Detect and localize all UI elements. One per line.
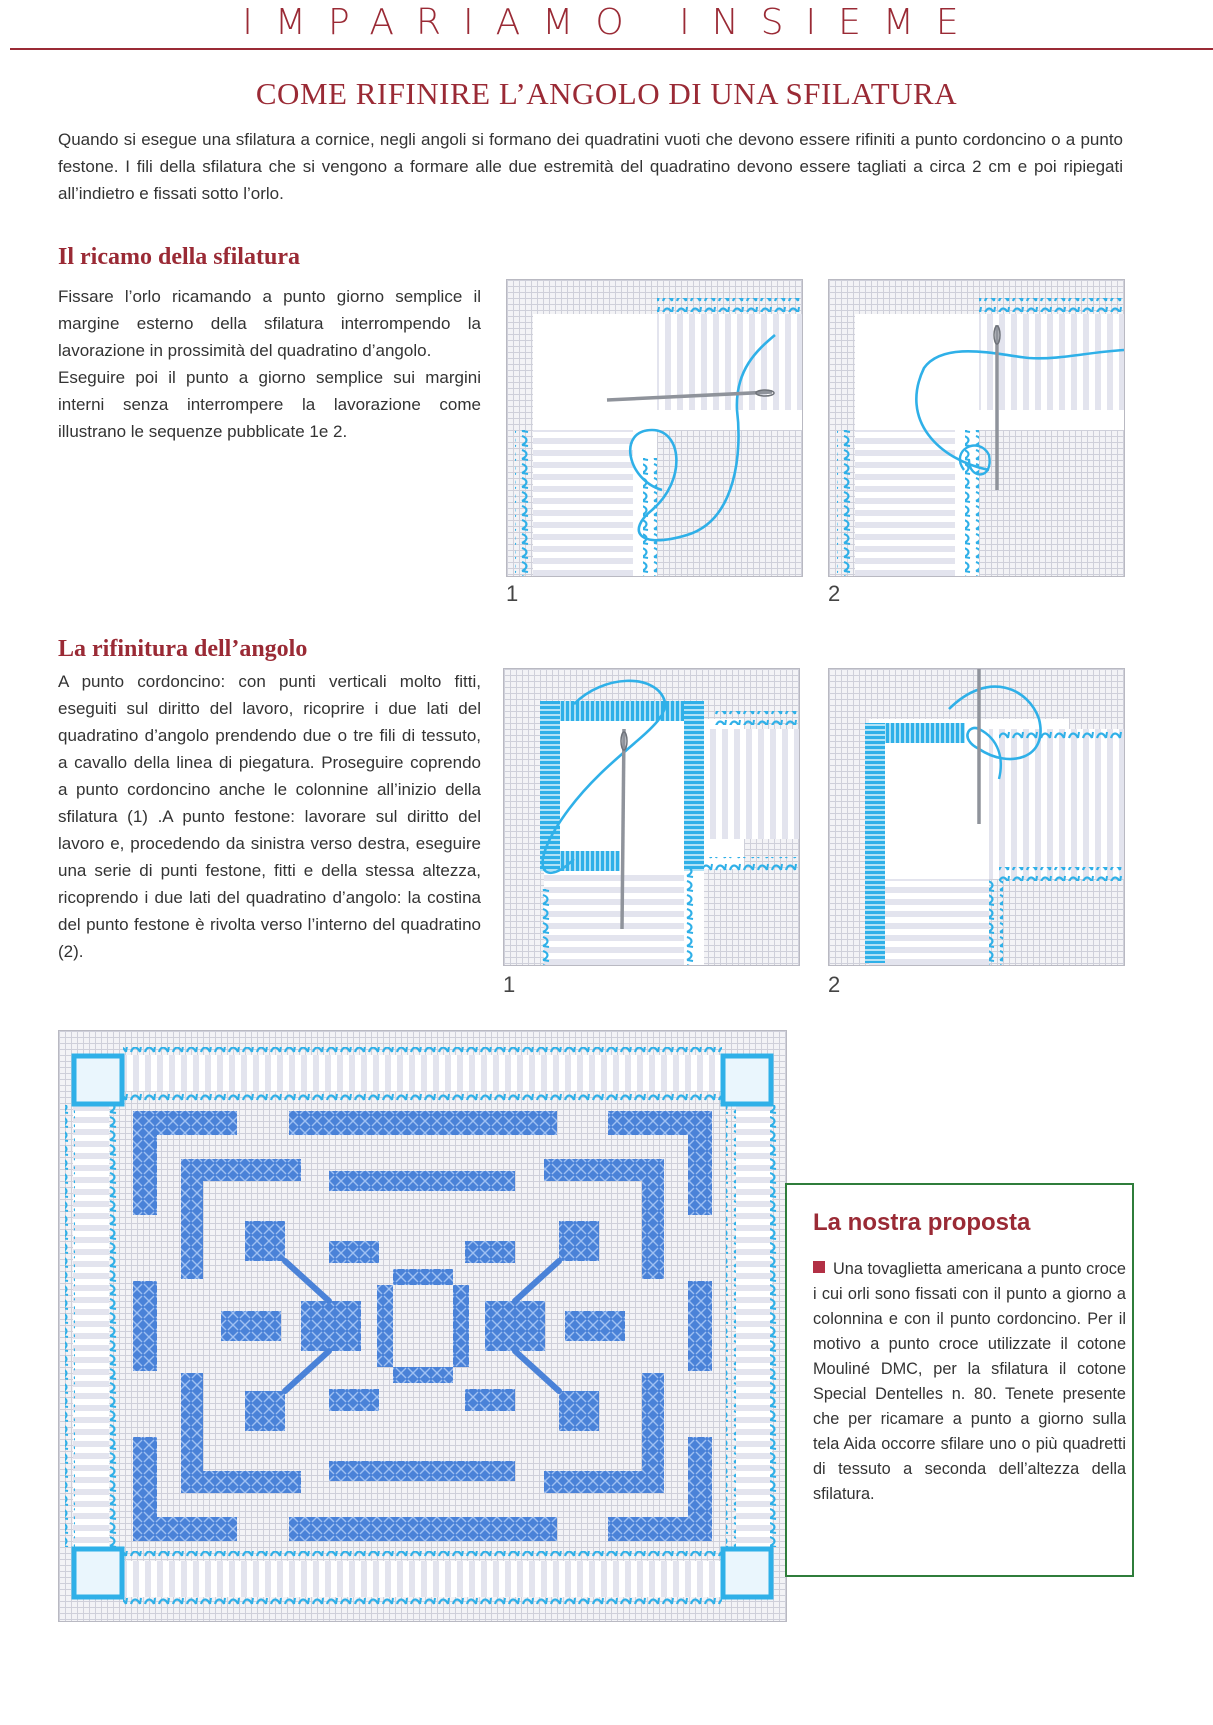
figure-label: 1 [506,581,519,606]
proposal-text [813,1257,1126,1507]
figure-hem-2 [828,279,1125,577]
page-title: COME RIFINIRE L’ANGOLO DI UNA SFILATURA [255,76,958,111]
intro-paragraph: Quando si esegue una sfilatura a cornice, negli angoli si formano dei quadratini vuoti che devono essere rifiniti a punto cordoncino o a punto festone. I fili della sfilatura che si vengono a formare alle due estremità del quadratino devono essere tagliati a circa 2 cm e poi ripiegati all’indietro e fissati sotto l’orlo. [58,130,1123,203]
proposal-title: La nostra proposta [813,1209,1031,1236]
section-title-embroidery: Il ricamo della sfilatura [58,244,300,270]
section-title-corner: La rifinitura dell’angolo [58,636,308,662]
proposal-body: Una tovaglietta americana a punto croce i cui orli sono fissati con il punto a giorno a colonnina e con il punto cordoncino. Per il motivo a punto croce utilizzate il cotone Mouliné DMC, per la sfilatura il cotone Special Dentelles n. 80. Tenete presente che per ricamare a punto a giorno sulla tela Aida occorre sfilare uno o più quadretti di tessuto a seconda dell’altezza della sfilatura. [813,1260,1126,1503]
figure-label: 2 [828,581,841,606]
section-text-corner: A punto cordoncino: con punti verticali molto fitti, eseguiti sul diritto del lavoro, ricoprire i due lati del quadratino d’angolo prendendo due o tre fili di tessuto, a cavallo della linea di piegatura. Proseguire coprendo a punto cordoncino anche le colonnine all’inizio della sfilatura (1) .A punto festone: lavorare sul diritto del lavoro e, procedendo da sinistra verso destra, eseguire una serie di punti festone, fitti e della stessa altezza, ricoprendo i due lati del quadratino d’angolo: la costina del punto festone è rivolta verso l’interno del quadratino (2). [58,672,481,961]
proposal-box [785,1183,1134,1577]
header-title: IMPARIAMO INSIEME [242,2,981,43]
paragraph: Fissare l’orlo ricamando a punto giorno semplice il margine esterno della sfilatura interrompendo la lavorazione in prossimità del quadratino d’angolo. [58,287,481,360]
placemat-illustration [58,1030,787,1622]
section-text-embroidery [58,283,481,445]
figure-label: 1 [503,972,516,997]
paragraph: Eseguire poi il punto a giorno semplice sui margini interni senza interrompere la lavorazione come illustrano le sequenze pubblicate 1e 2. [58,368,481,441]
figure-hem-1 [506,279,803,577]
figure-corner-2 [828,668,1125,966]
figure-corner-1 [503,668,800,966]
figure-label: 2 [828,972,841,997]
page-header [10,0,1213,50]
bullet-square-icon [813,1261,825,1273]
